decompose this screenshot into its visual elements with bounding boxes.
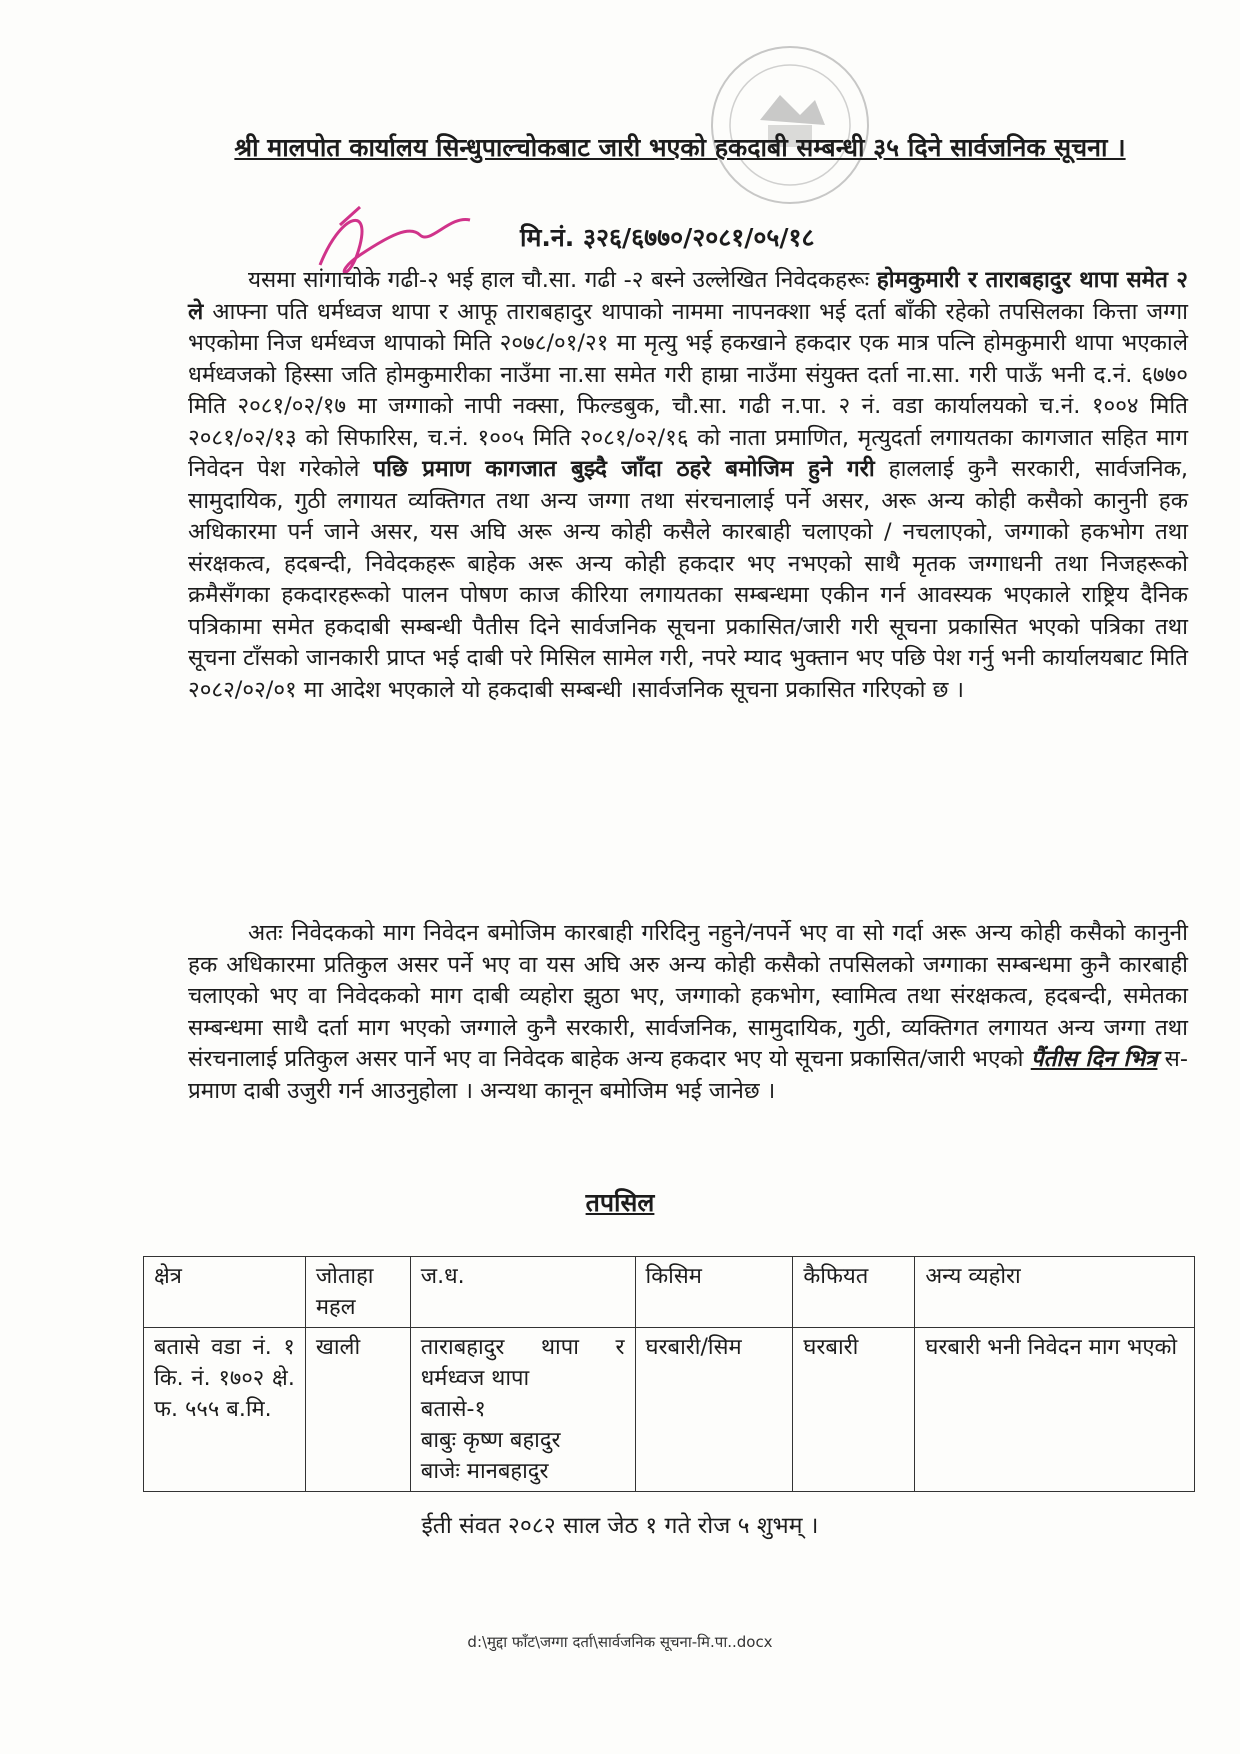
header-cell: अन्य व्यहोरा: [915, 1257, 1195, 1328]
notice-title: श्री मालपोत कार्यालय सिन्धुपाल्चोकबाट जारी भएको हकदाबी सम्बन्धी ३५ दिने सार्वजनिक सूचना ।: [234, 133, 1126, 162]
area-cell: बतासे वडा नं. १ कि. नं. १७०२ क्षे. फ. ५५५ ब.मि.: [144, 1328, 306, 1492]
para1-text-e: हाललाई कुनै सरकारी, सार्वजनिक, सामुदायिक, गुठी लगायत व्यक्तिगत तथा अन्य जग्गा तथा संरचनालाई पर्ने असर, अरू अन्य कोही कसैको कानुनी हक अधिकारमा पर्न जाने असर, यस अघि अरू अन्य कोही कसैले कारबाही चलाएको / नचलाएको, जग्गाको हकभोग तथा संरक्षकत्व, हदबन्दी, निवेदकहरू बाहेक अरू अन्य कोही हकदार भए नभएको साथै मृतक जग्गाधनी तथा निजहरूको क्रमैसँगका हकदारहरूको पालन पोषण काज कीरिया लगायतका सम्बन्धमा एकीन गर्न आवस्यक भएकाले राष्ट्रिय दैनिक पत्रिकामा समेत हकदाबी सम्बन्धी पैतीस दिने सार्वजनिक सूचना प्रकासित/जारी गरी सूचना प्रकासित भएको पत्रिका तथा सूचना टाँसको जानकारी प्राप्त भई दाबी परे मिसिल सामेल गरी, नपरे म्याद भुक्तान भए पछि पेश गर्नु भनी कार्यालयबाट मिति २०८२/०२/०१ मा आदेश भएकाले यो हकदाबी सम्बन्धी ।सार्वजनिक सूचना प्रकासित गरिएको छ ।: [188, 456, 1189, 703]
applicants-names: होमकुमारी र ताराबहादुर थापा समेत २ ले: [188, 267, 1188, 325]
para2-text-c: स-प्रमाण दाबी उजुरी गर्न आउनुहोला । अन्यथा कानून बमोजिम भई जानेछ ।: [188, 1046, 1188, 1104]
deadline-text: पैंतीस दिन भित्र: [1030, 1046, 1158, 1072]
table-row: [144, 1328, 1195, 1492]
para2-text-a: अतः निवेदकको माग निवेदन बमोजिम कारबाही गरिदिनु नहुने/नपर्ने भए वा सो गर्दा अरू अन्य कोही कसैको कानुनी हक अधिकारमा प्रतिकुल असर पर्ने भए वा यस अघि अरु अन्य कोही कसैको तपसिलको जग्गाका सम्बन्धमा कुनै कारबाही चलाएको भए वा निवेदकको माग दाबी व्यहोरा झुठा भए, जग्गाको हकभोग, स्वामित्व तथा संरक्षकत्व, हदबन्दी, समेतका सम्बन्धमा साथै दर्ता माग भएको जग्गाले कुनै सरकारी, सार्वजनिक, सामुदायिक, गुठी, व्यक्तिगत लगायत अन्य जग्गा तथा संरचनालाई प्रतिकुल असर पार्ने भए वा निवेदक बाहेक अन्य हकदार भए यो सूचना प्रकासित/जारी भएको: [188, 920, 1188, 1072]
tiller-cell: खाली: [305, 1328, 410, 1492]
table-header-row: [144, 1257, 1195, 1328]
owner-names: ताराबहादुर थापा र धर्मध्वज थापा: [420, 1335, 625, 1391]
closing-line: ईती संवत २०८२ साल जेठ १ गते रोज ५ शुभम् ।: [421, 1513, 819, 1539]
header-cell: जोताहा महल: [305, 1257, 410, 1328]
para1-text-c: आफ्ना पति धर्मध्वज थापा र आफू ताराबहादुर थापाको नाममा नापनक्शा भई दर्ता बाँकी रहेको तपसिलका कित्ता जग्गा भएकोमा निज धर्मध्वज थापाको मिति २०७८/०१/२१ मा मृत्यु भई हकखाने हकदार एक मात्र पत्नि होमकुमारी थापा भएकाले धर्मध्वजको हिस्सा जति होमकुमारीका नाउँमा ना.सा समेत गरी हाम्रा नाउँमा संयुक्त दर्ता ना.सा. गरी पाऊँ भनी द.नं. ६७७० मिति २०८१/०२/१७ मा जग्गाको नापी नक्सा, फिल्डबुक, चौ.सा. गढी न.पा. २ नं. वडा कार्यालयको च.नं. १००४ मिति २०८१/०२/१३ को सिफारिस, च.नं. १००५ मिति २०८१/०२/१६ को नाता प्रमाणित, मृत्युदर्ता लगायतका कागजात सहित माग निवेदन पेश गरेकोले: [188, 298, 1188, 482]
other-cell: घरबारी भनी निवेदन माग भएको: [915, 1328, 1195, 1492]
type-cell: घरबारी/सिम: [635, 1328, 793, 1492]
header-cell: क्षेत्र: [144, 1257, 306, 1328]
paragraph-2: [188, 918, 1188, 1107]
file-path-footer: d:\मुद्दा फाँट\जग्गा दर्ता\सार्वजनिक सूचना-मि.पा..docx: [467, 1633, 773, 1651]
header-cell: ज.ध.: [410, 1257, 635, 1328]
header-cell: कैफियत: [793, 1257, 915, 1328]
paragraph-1: [188, 265, 1188, 706]
official-stamp: [690, 40, 890, 210]
details-table: [143, 1256, 1195, 1492]
para1-text-a: यसमा सांगाचोके गढी-२ भई हाल चौ.सा. गढी -२ बस्ने उल्लेखित निवेदकहरूः: [248, 267, 877, 293]
owner-father: बाबुः कृष्ण बहादुर: [420, 1428, 561, 1453]
remarks-cell: घरबारी: [793, 1328, 915, 1492]
header-cell: किसिम: [635, 1257, 793, 1328]
owner-address: बतासे-१: [420, 1397, 486, 1422]
para1-bold-clause: पछि प्रमाण कागजात बुझ्दै जाँदा ठहरे बमोजिम हुने गरी: [373, 456, 875, 482]
reference-number: मि.नं. ३२६/६७७०/२०८१/०५/१८: [520, 223, 815, 252]
owner-cell: [410, 1328, 635, 1492]
owner-grandfather: बाजेः मानबहादुर: [420, 1459, 549, 1484]
table-title: तपसिल: [585, 1188, 655, 1217]
